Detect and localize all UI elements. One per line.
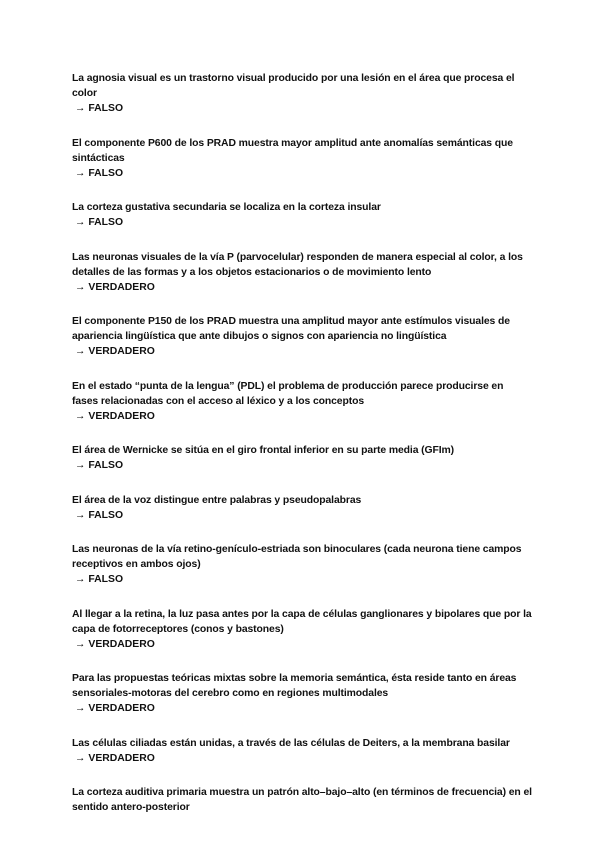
list-item	[72, 671, 532, 716]
question-text: Para las propuestas teóricas mixtas sobre la memoria semántica, ésta reside tanto en áreas sensoriales-motoras del cerebro como en regiones multimodales	[72, 673, 517, 699]
question-text: La agnosia visual es un trastorno visual producido por una lesión en el área que procesa el color	[72, 73, 515, 99]
answer-text: VERDADERO	[88, 346, 155, 357]
arrow-right-icon: →	[75, 574, 86, 585]
list-item	[72, 136, 532, 181]
list-item	[72, 785, 532, 815]
list-item	[72, 736, 532, 766]
answer-line	[72, 166, 532, 181]
answer-text: VERDADERO	[88, 638, 155, 650]
list-item	[72, 607, 532, 652]
arrow-right-icon: →	[75, 103, 86, 114]
question-text: Las neuronas visuales de la vía P (parvocelular) responden de manera especial al color, a los detalles de las formas y a los objetos estacionarios o de movimiento lento	[72, 251, 523, 278]
list-item	[72, 443, 532, 473]
arrow-right-icon: →	[75, 217, 86, 228]
answer-line	[72, 701, 532, 716]
question-text: Las células ciliadas están unidas, a través de las células de Deiters, a la membrana basilar	[72, 737, 510, 749]
list-item	[72, 379, 532, 424]
arrow-right-icon: →	[75, 509, 86, 521]
list-item	[72, 314, 532, 359]
answer-line	[72, 101, 532, 116]
question-text: La corteza gustativa secundaria se localiza en la corteza insular	[72, 202, 381, 213]
arrow-right-icon: →	[75, 638, 86, 650]
answer-line	[72, 458, 532, 473]
answer-line	[72, 409, 532, 424]
arrow-right-icon: →	[75, 281, 86, 293]
list-item	[72, 71, 532, 116]
answer-text: VERDADERO	[88, 752, 155, 764]
arrow-right-icon: →	[75, 703, 86, 714]
arrow-right-icon: →	[75, 460, 86, 471]
answer-text: VERDADERO	[88, 281, 155, 293]
answer-text: VERDADERO	[88, 703, 155, 714]
answer-text: FALSO	[88, 574, 124, 585]
question-text: En el estado “punta de la lengua” (PDL) el problema de producción parece producirse en fases relacionadas con el acceso al léxico y a los conceptos	[72, 380, 504, 407]
question-list	[72, 71, 532, 835]
arrow-right-icon: →	[75, 167, 86, 179]
answer-line	[72, 637, 532, 652]
arrow-right-icon: →	[75, 752, 86, 764]
answer-line	[72, 344, 532, 359]
answer-text: FALSO	[88, 103, 124, 114]
arrow-right-icon: →	[75, 346, 86, 357]
answer-text: FALSO	[88, 460, 124, 471]
answer-line	[72, 215, 532, 230]
answer-text: FALSO	[88, 217, 124, 228]
answer-line	[72, 508, 532, 523]
list-item	[72, 200, 532, 230]
answer-line	[72, 572, 532, 587]
answer-text: FALSO	[88, 509, 124, 521]
question-text: El área de Wernicke se sitúa en el giro frontal inferior en su parte media (GFIm)	[72, 445, 455, 456]
arrow-right-icon: →	[75, 410, 86, 422]
answer-text: FALSO	[88, 167, 124, 179]
question-text: El componente P150 de los PRAD muestra una amplitud mayor ante estímulos visuales de apariencia lingüística que ante dibujos o signos con apariencia no lingüística	[72, 316, 510, 342]
question-text: Al llegar a la retina, la luz pasa antes por la capa de células ganglionares y bipolares que por la capa de fotorreceptores (conos y bastones)	[72, 608, 532, 635]
question-text: El área de la voz distingue entre palabras y pseudopalabras	[72, 494, 362, 506]
answer-text: VERDADERO	[88, 410, 155, 422]
answer-line	[72, 280, 532, 295]
list-item	[72, 250, 532, 295]
question-text: Las neuronas de la vía retino-genículo-estriada son binoculares (cada neurona tiene campos receptivos en ambos ojos)	[72, 544, 522, 570]
answer-line	[72, 751, 532, 766]
question-text: La corteza auditiva primaria muestra un patrón alto–bajo–alto (en términos de frecuencia) en el sentido antero-posterior	[72, 787, 532, 813]
question-text: El componente P600 de los PRAD muestra mayor amplitud ante anomalías semánticas que sintácticas	[72, 137, 513, 164]
list-item	[72, 542, 532, 587]
list-item	[72, 493, 532, 523]
